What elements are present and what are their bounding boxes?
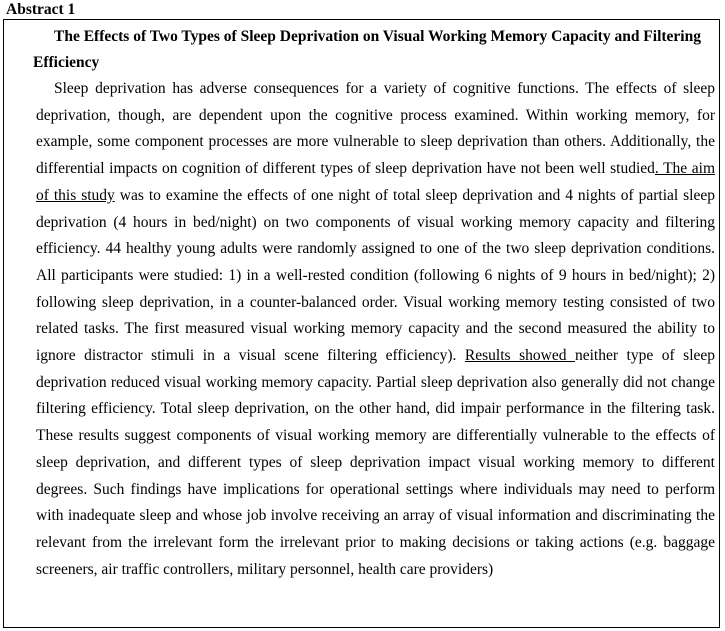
abstract-text-results: neither type of sleep deprivation reduced visual working memory capacity. Partial sleep deprivation also generally did not change filtering efficiency. Total sleep deprivation, on the other hand, did impair performance in the filtering task. These results suggest components of visual working memory are differentially vulnerable to the effects of sleep deprivation, and different types of sleep deprivation impact visual working memory to different degrees. Such findings have implications for operational settings where individuals may need to perform with inadequate sleep and whose job involve receiving an array of visual information and discriminating the relevant from the irrelevant form the irrelevant prior to making decisions or taking actions (e.g. baggage screeners, air traffic controllers, military personnel, health care providers) [36, 347, 716, 578]
abstract-heading: Abstract 1 [6, 1, 76, 18]
abstract-text-intro: Sleep deprivation has adverse consequences for a variety of cognitive functions. The effects of sleep deprivation, though, are dependent upon the cognitive process examined. Within working memory, for example, some component processes are more vulnerable to sleep deprivation than others. Additionally, the differential impacts on cognition of different types of sleep deprivation have not been well studied [36, 80, 715, 178]
results-phrase: Results showed [464, 347, 575, 365]
paper-title: The Effects of Two Types of Sleep Deprivation on Visual Working Memory Capacity and Filtering Efficiency [33, 28, 701, 71]
aim-phrase: . The aim of this study [36, 160, 715, 204]
abstract-body [36, 76, 715, 583]
abstract-text-methods: was to examine the effects of one night of total sleep deprivation and 4 nights of partial sleep deprivation (4 hours in bed/night) on two components of visual working memory capacity and filtering efficiency. 44 healthy young adults were randomly assigned to one of the two sleep deprivation conditions. All participants were studied: 1) in a well-rested condition (following 6 nights of 9 hours in bed/night); 2) following sleep deprivation, in a counter-balanced order. Visual working memory testing consisted of two related tasks. The first measured visual working memory capacity and the second measured the ability to ignore distractor stimuli in a visual scene filtering efficiency). [36, 186, 716, 365]
